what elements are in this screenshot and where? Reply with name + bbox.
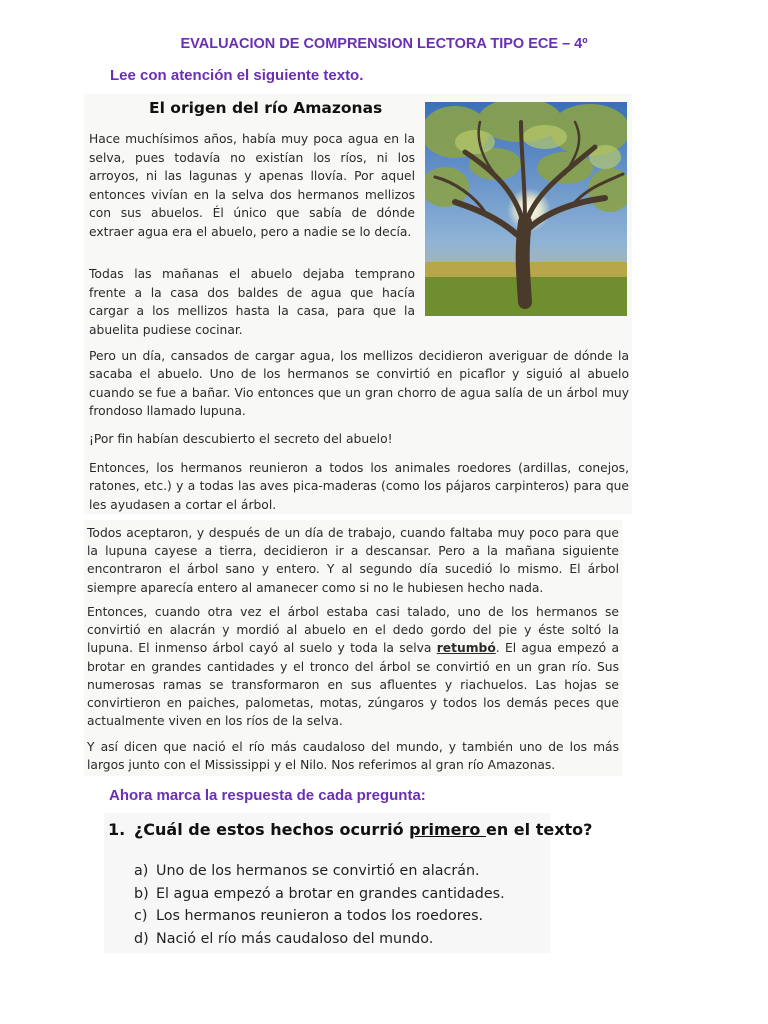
option-letter: a): [134, 863, 149, 879]
option-text: El agua empezó a brotar en grandes cantidades.: [156, 885, 505, 902]
question-text-part-b: en el texto?: [485, 820, 593, 839]
question-text-part-a: ¿Cuál de estos hechos ocurrió: [134, 820, 410, 839]
option-text: Los hermanos reunieron a todos los roedores.: [156, 908, 484, 925]
story-paragraph-7-part-b: . El agua empezó a brotar en grandes cantidades y el tronco del árbol se convirtió en un gran río. Sus numerosas ramas se transformaron en sus afluentes y riachuelos. Las hojas se convirtieron en paiches, palometas, motas, zúngaros y todos los demás peces que actualmente viven en los ríos de la selva.: [87, 641, 619, 729]
option-letter: d): [134, 931, 149, 948]
story-paragraph-7: [87, 603, 619, 730]
questions-heading: Ahora marca la respuesta de cada pregunta:: [109, 787, 426, 804]
keyword-retumbo: retumbó: [436, 641, 496, 656]
story-title: El origen del río Amazonas: [149, 99, 383, 117]
worksheet-title: EVALUACION DE COMPRENSION LECTORA TIPO ECE – 4º: [180, 36, 588, 52]
answer-options: [134, 860, 505, 951]
story-paragraph-8: Y así dicen que nació el río más caudaloso del mundo, y también uno de los más largos junto con el Mississippi y el Nilo. Nos referimos al gran río Amazonas.: [87, 740, 619, 773]
story-paragraph-6: Todos aceptaron, y después de un día de trabajo, cuando faltaba muy poco para que la lupuna cayese a tierra, decidieron ir a descansar. Pero a la mañana siguiente encontraron el árbol sano y entero. Y al segundo día sucedió lo mismo. El árbol siempre aparecía entero al amanecer como si no le hubiesen hecho nada.: [87, 526, 619, 595]
story-paragraph-2: Todas las mañanas el abuelo dejaba temprano frente a la casa dos baldes de agua que hacía cargar a los mellizos hasta la casa, para que la abuelita pudiese cocinar.: [89, 267, 415, 337]
option-letter: b): [134, 885, 149, 902]
question-number: 1.: [108, 820, 126, 839]
story-paragraph-4: ¡Por fin habían descubierto el secreto del abuelo!: [89, 432, 393, 446]
option-text: Nació el río más caudaloso del mundo.: [156, 931, 434, 948]
option-text: Uno de los hermanos se convirtió en alacrán.: [156, 863, 480, 879]
story-paragraph-3: Pero un día, cansados de cargar agua, los mellizos decidieron averiguar de dónde la sacaba el abuelo. Uno de los hermanos se convirtió en picaflor y siguió al abuelo cuando se fue a bañar. Vio entonces que un gran chorro de agua salía de un árbol muy frondoso llamado lupuna.: [89, 349, 629, 419]
answer-option-a[interactable]: [134, 860, 505, 883]
question-1: [108, 820, 592, 839]
story-paragraph-5: Entonces, los hermanos reunieron a todos los animales roedores (ardillas, conejos, ratones, etc.) y a todas las aves pica-maderas (como los pájaros carpinteros) para que les ayudasen a cortar el árbol.: [89, 461, 629, 512]
story-paragraph-7-part-a: Entonces, cuando otra vez el árbol estaba casi talado, uno de los hermanos se convirtió en alacrán y mordió al abuelo en el dedo gordo del pie y éste soltó la lupuna. El inmenso árbol cayó al suelo y toda la selva: [87, 605, 619, 656]
answer-option-b[interactable]: [134, 883, 505, 906]
tree-photo: [425, 102, 627, 316]
option-letter: c): [134, 908, 148, 925]
answer-option-c[interactable]: [134, 905, 505, 928]
answer-option-d[interactable]: [134, 928, 505, 951]
reading-instruction: Lee con atención el siguiente texto.: [110, 67, 364, 84]
story-paragraph-1: Hace muchísimos años, había muy poca agua en la selva, pues todavía no existían los ríos, ni los arroyos, ni las lagunas y apenas llovía. Por aquel entonces vivían en la selva dos hermanos mellizos con sus abuelos. Él único que sabía de dónde extraer agua era el abuelo, pero a nadie se lo decía.: [89, 132, 415, 239]
question-keyword: primero: [409, 820, 486, 839]
